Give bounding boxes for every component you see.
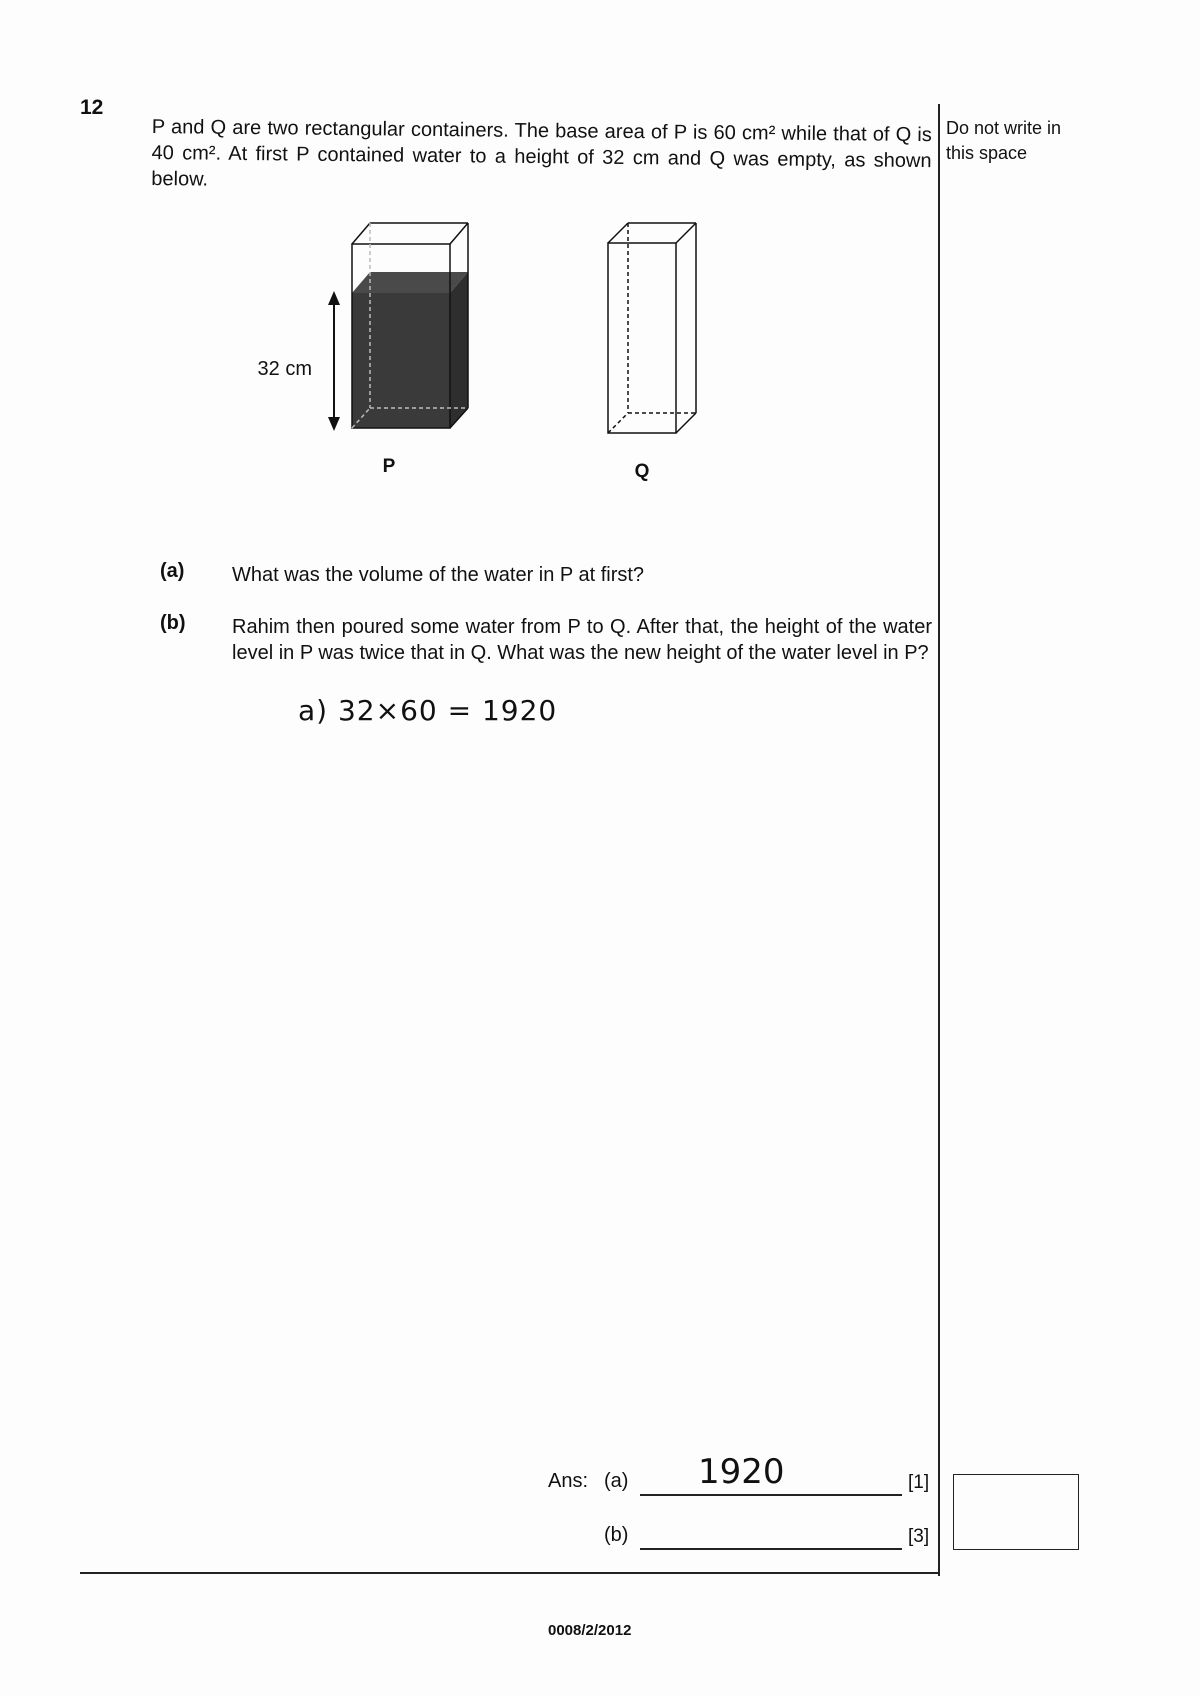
ans-prefix: Ans: [548, 1470, 589, 1492]
ans-a-value[interactable]: 1920 [698, 1452, 785, 1492]
question-number: 12 [80, 96, 104, 119]
margin-note: Do not write in this space [946, 118, 1062, 163]
height-label: 32 cm [257, 358, 312, 380]
ans-a-label: (a) [604, 1470, 629, 1492]
question-stem: P and Q are two rectangular containers. The base area of P is 60 cm² while that of Q is 40 cm². At first P contained water to a height of 32 cm and Q was empty, as shown below. [151, 115, 932, 191]
height-arrow [328, 291, 340, 431]
container-q-label: Q [634, 461, 650, 482]
part-a-text: What was the volume of the water in P at first? [232, 564, 645, 586]
bottom-rule [80, 1572, 940, 1574]
part-b-label: (b) [160, 612, 186, 634]
ans-b-line [640, 1548, 902, 1550]
ans-b-label: (b) [604, 1524, 629, 1546]
margin-divider [938, 104, 940, 1576]
container-p [352, 223, 468, 428]
part-a-label: (a) [160, 560, 185, 582]
ans-a-marks: [1] [908, 1472, 930, 1493]
ans-b-marks: [3] [908, 1526, 930, 1547]
containers-figure [250, 215, 730, 515]
handwritten-working: a) 32×60 = 1920 [298, 694, 558, 727]
container-p-label: P [382, 456, 396, 477]
container-q [608, 223, 696, 433]
paper-code: 0008/2/2012 [548, 1622, 632, 1639]
part-b-text: Rahim then poured some water from P to Q. After that, the height of the water level in P was twice that in Q. What was the new height of the water level in P? [232, 616, 932, 664]
ans-a-line [640, 1494, 902, 1496]
marker-score-box [953, 1474, 1079, 1550]
